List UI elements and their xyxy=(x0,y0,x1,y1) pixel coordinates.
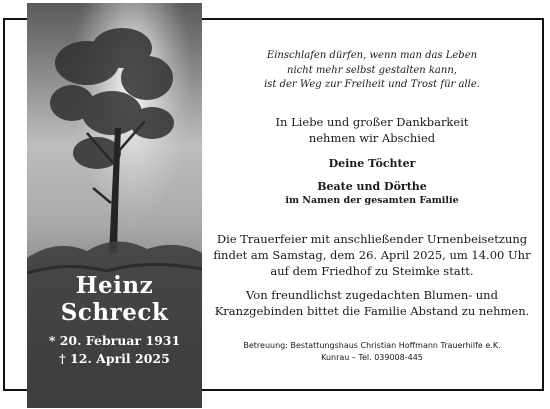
donation-note xyxy=(212,287,532,319)
intro-line: In Liebe und großer Dankbarkeit xyxy=(275,115,469,129)
service-line: auf dem Friedhof zu Steimke statt. xyxy=(270,264,474,278)
poem-quote xyxy=(212,49,532,93)
mourner-names-block xyxy=(212,180,532,208)
donation-line: Kranzgebinden bittet die Familie Abstand zu nehmen. xyxy=(214,304,530,318)
service-line: Die Trauerfeier mit anschließender Urnenbeisetzung xyxy=(216,232,528,246)
farewell-intro xyxy=(212,114,532,146)
service-line: findet am Samstag, dem 26. April 2025, um 14.00 Uhr xyxy=(213,248,531,262)
quote-line: Einschlafen dürfen, wenn man das Leben xyxy=(266,50,478,61)
death-date: † 12. April 2025 xyxy=(59,351,170,366)
birth-date: * 20. Februar 1931 xyxy=(48,333,181,348)
photo-panel xyxy=(27,3,202,408)
donation-line: Von freundlichst zugedachten Blumen- und xyxy=(246,288,498,302)
mourner-family: im Namen der gesamten Familie xyxy=(285,195,459,206)
mourner-group: Deine Töchter xyxy=(328,157,416,170)
funeral-home-phone: Kunrau – Tel. 039008-445 xyxy=(321,353,423,362)
funeral-home-info xyxy=(212,340,532,364)
quote-line: nicht mehr selbst gestalten kann, xyxy=(287,64,457,76)
service-details xyxy=(212,231,532,279)
quote-line: ist der Weg zur Freiheit und Trost für alle. xyxy=(264,79,480,90)
deceased-last-name: Schreck xyxy=(60,299,169,326)
intro-line: nehmen wir Abschied xyxy=(308,131,436,145)
mourner-names: Beate und Dörthe xyxy=(317,180,427,193)
deceased-first-name: Heinz xyxy=(75,272,154,299)
funeral-home-line: Betreuung: Bestattungshaus Christian Hoffmann Trauerhilfe e.K. xyxy=(243,341,501,350)
